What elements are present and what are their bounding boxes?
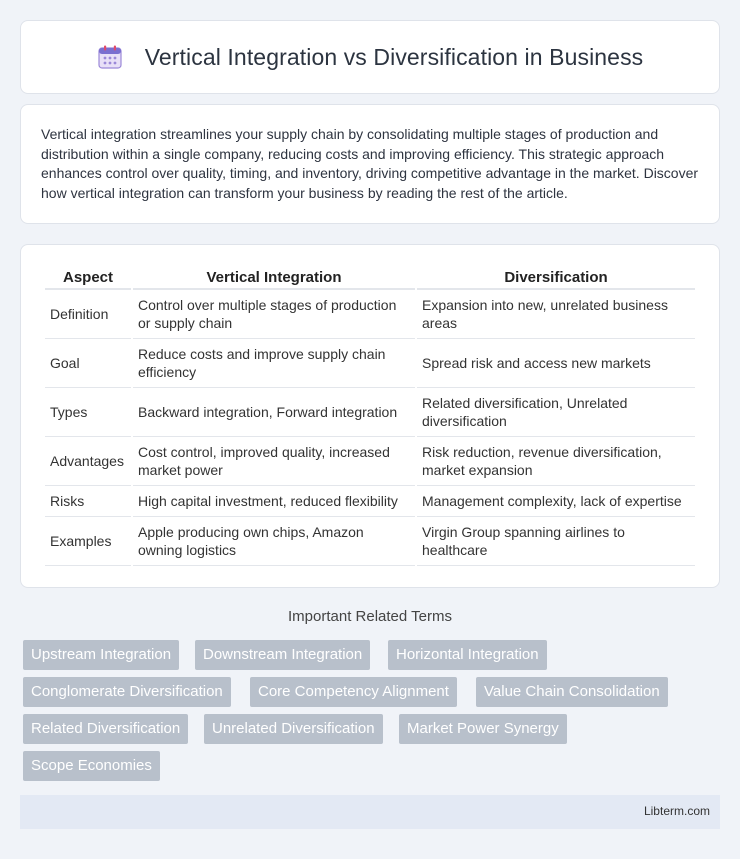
page-title: Vertical Integration vs Diversification in Business bbox=[144, 43, 644, 70]
column-header-diversification: Diversification bbox=[417, 265, 695, 290]
header bbox=[97, 44, 644, 71]
table-row bbox=[45, 388, 695, 437]
header-card bbox=[20, 20, 720, 94]
tag-related-diversification[interactable]: Related Diversification bbox=[23, 714, 188, 744]
table-row bbox=[45, 339, 695, 388]
vertical-integration-cell: Apple producing own chips, Amazon owning logistics bbox=[133, 517, 415, 566]
vertical-integration-cell: High capital investment, reduced flexibility bbox=[133, 486, 415, 517]
intro-card bbox=[20, 104, 720, 224]
diversification-cell: Related diversification, Unrelated diversification bbox=[417, 388, 695, 437]
table-row bbox=[45, 517, 695, 566]
table-row bbox=[45, 437, 695, 486]
tag-core-competency-alignment[interactable]: Core Competency Alignment bbox=[250, 677, 457, 707]
vertical-integration-cell: Backward integration, Forward integration bbox=[133, 388, 415, 437]
tag-market-power-synergy[interactable]: Market Power Synergy bbox=[399, 714, 567, 744]
related-terms-title: Important Related Terms bbox=[288, 608, 452, 625]
table-header-row bbox=[45, 265, 695, 290]
diversification-cell: Management complexity, lack of expertise bbox=[417, 486, 695, 517]
calendar-icon bbox=[97, 44, 123, 70]
comparison-table bbox=[43, 265, 697, 566]
column-header-vertical-integration: Vertical Integration bbox=[133, 265, 415, 290]
diversification-cell: Virgin Group spanning airlines to healthcare bbox=[417, 517, 695, 566]
aspect-cell: Definition bbox=[45, 290, 131, 339]
intro-text: Vertical integration streamlines your supply chain by consolidating multiple stages of production and distribution within a single company, reducing costs and improving efficiency. This strategic approach enhances control over quality, timing, and inventory, driving competitive advantage in the market. Discover how vertical integration can transform your business by reading the rest of the article. bbox=[41, 126, 699, 201]
aspect-cell: Types bbox=[45, 388, 131, 437]
diversification-cell: Risk reduction, revenue diversification, market expansion bbox=[417, 437, 695, 486]
vertical-integration-cell: Control over multiple stages of production or supply chain bbox=[133, 290, 415, 339]
tag-conglomerate-diversification[interactable]: Conglomerate Diversification bbox=[23, 677, 231, 707]
diversification-cell: Spread risk and access new markets bbox=[417, 339, 695, 388]
tag-upstream-integration[interactable]: Upstream Integration bbox=[23, 640, 179, 670]
aspect-cell: Advantages bbox=[45, 437, 131, 486]
tag-unrelated-diversification[interactable]: Unrelated Diversification bbox=[204, 714, 383, 744]
aspect-cell: Examples bbox=[45, 517, 131, 566]
vertical-integration-cell: Cost control, improved quality, increased market power bbox=[133, 437, 415, 486]
aspect-cell: Risks bbox=[45, 486, 131, 517]
table-row bbox=[45, 290, 695, 339]
aspect-cell: Goal bbox=[45, 339, 131, 388]
comparison-table-card bbox=[20, 244, 720, 588]
diversification-cell: Expansion into new, unrelated business areas bbox=[417, 290, 695, 339]
tag-scope-economies[interactable]: Scope Economies bbox=[23, 751, 160, 781]
tag-value-chain-consolidation[interactable]: Value Chain Consolidation bbox=[476, 677, 668, 707]
tag-downstream-integration[interactable]: Downstream Integration bbox=[195, 640, 370, 670]
tag-horizontal-integration[interactable]: Horizontal Integration bbox=[388, 640, 547, 670]
vertical-integration-cell: Reduce costs and improve supply chain efficiency bbox=[133, 339, 415, 388]
column-header-aspect: Aspect bbox=[45, 265, 131, 290]
footer-site-link[interactable]: Libterm.com bbox=[643, 804, 710, 818]
footer bbox=[20, 795, 720, 829]
table-row bbox=[45, 486, 695, 517]
